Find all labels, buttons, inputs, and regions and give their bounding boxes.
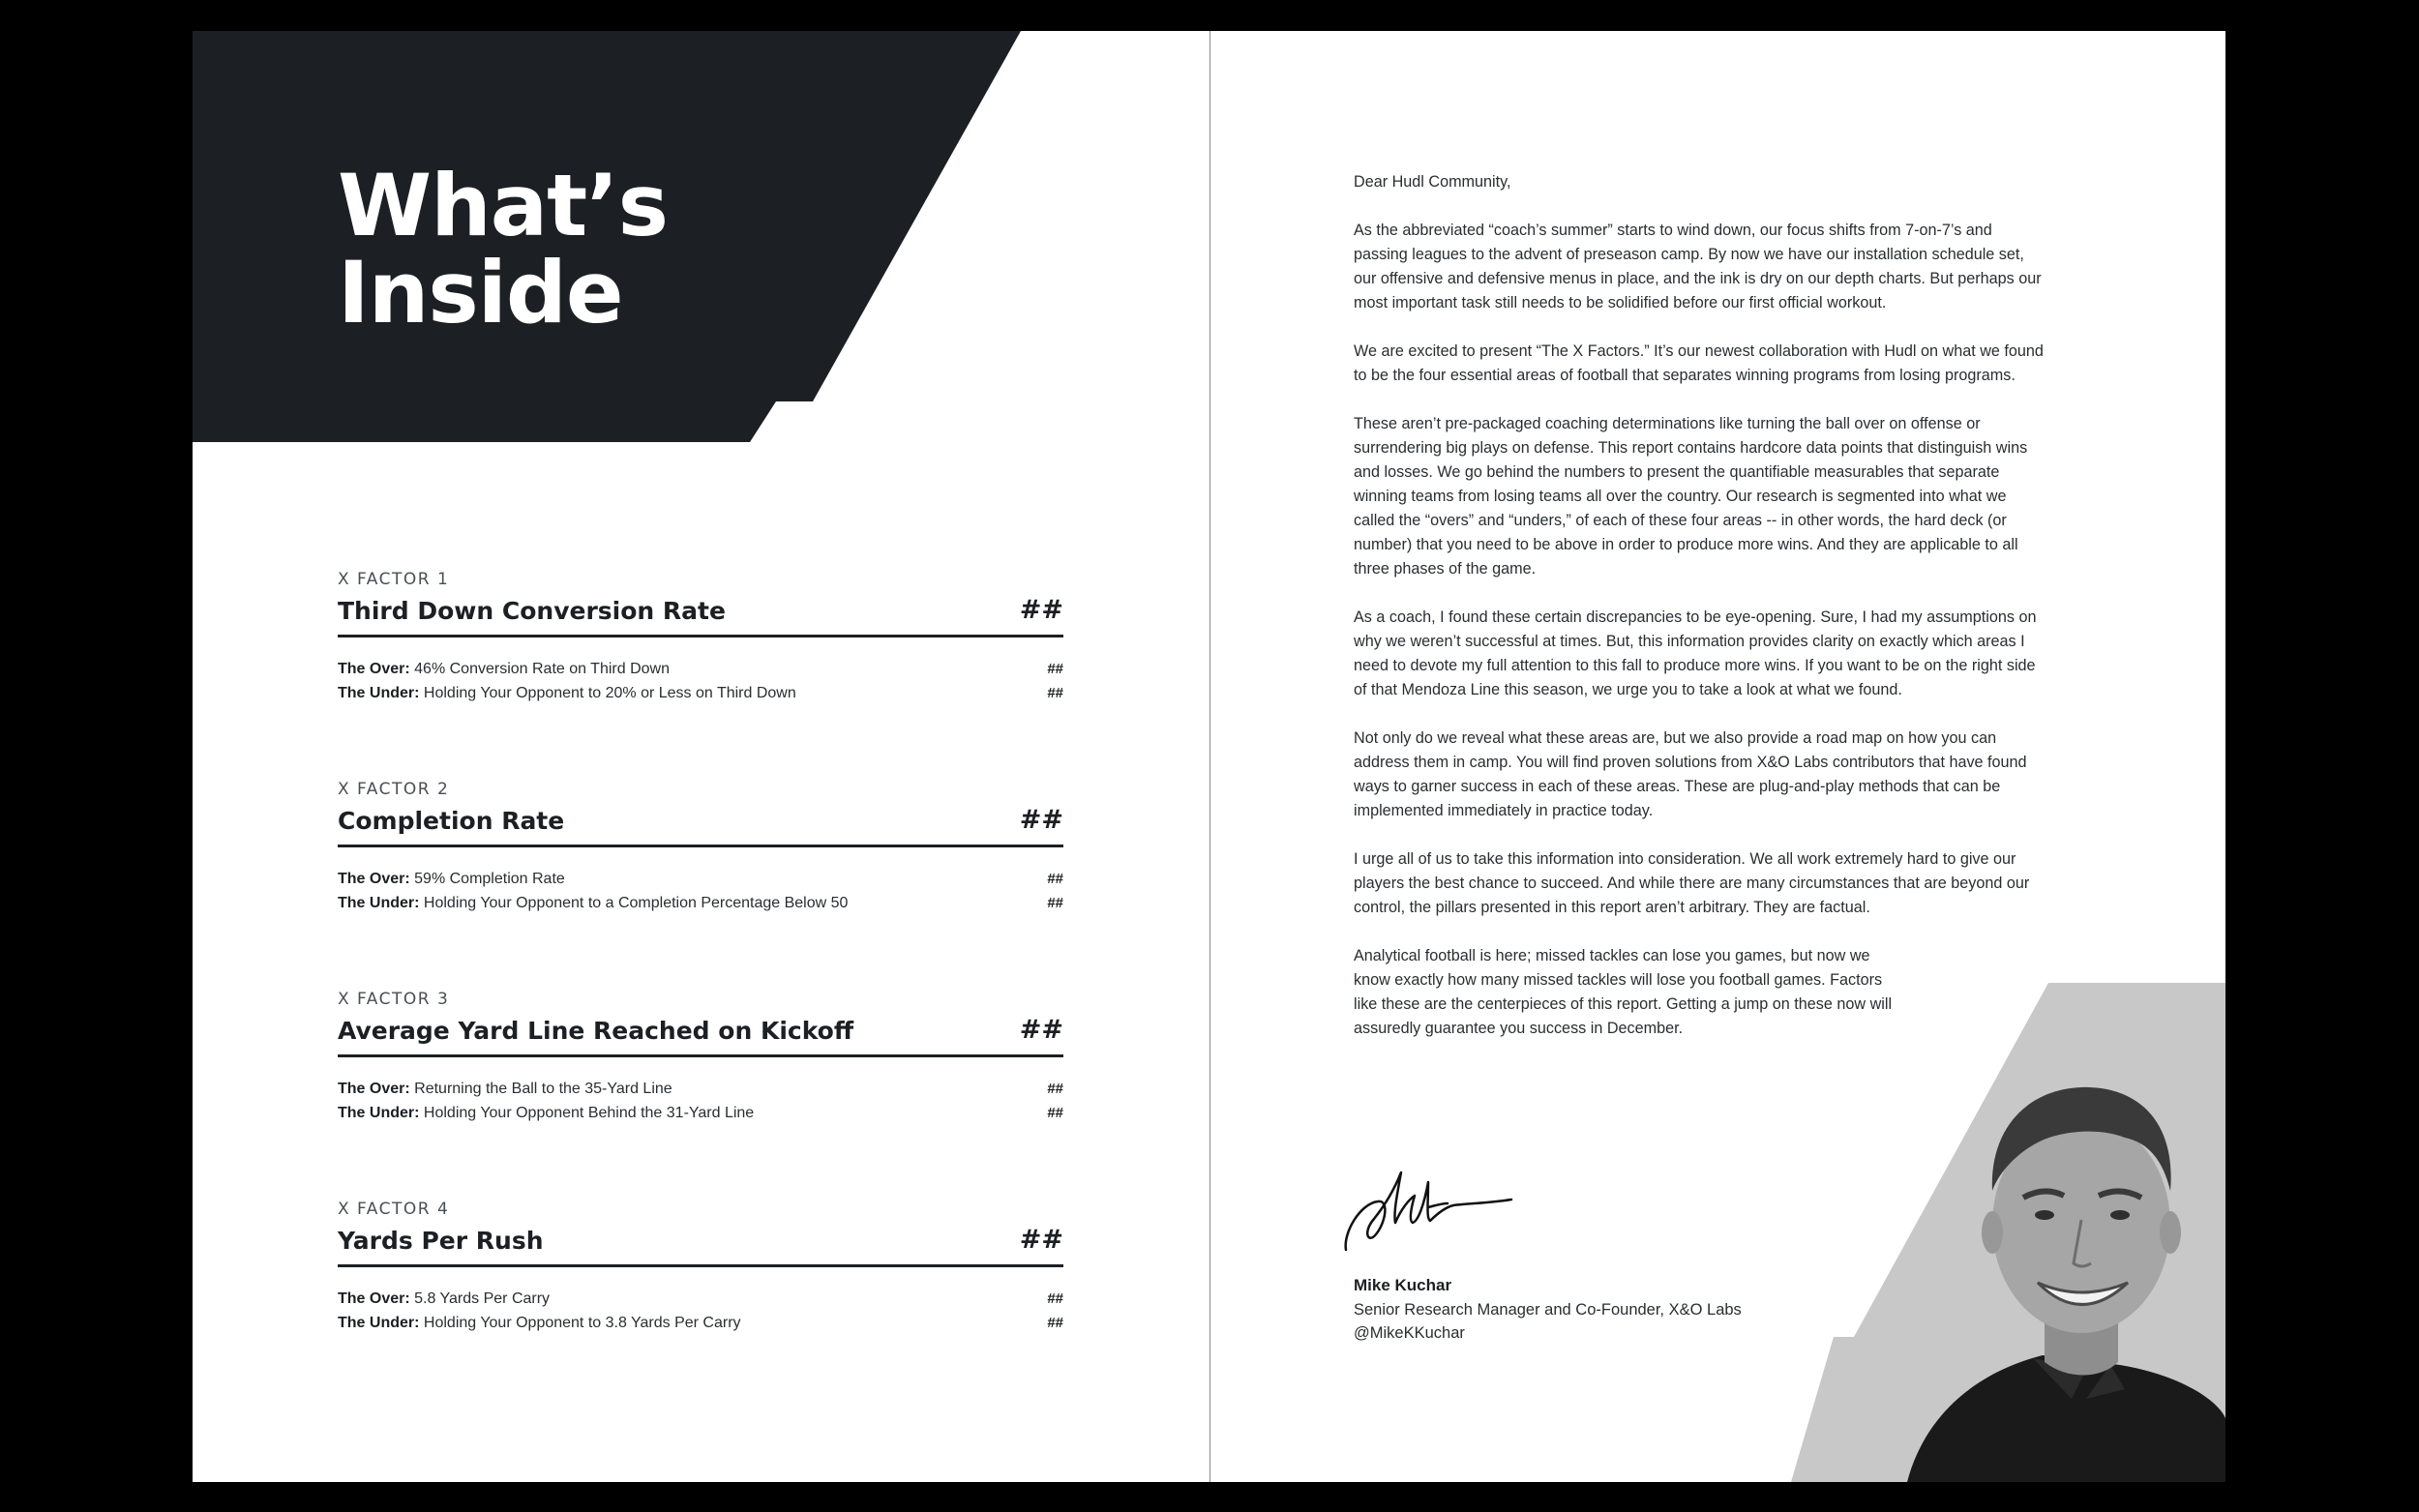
over-row	[338, 657, 1063, 681]
x-factor-section	[338, 779, 1063, 915]
over-row	[338, 1077, 1063, 1101]
over-row	[338, 1287, 1063, 1311]
letter-paragraph: As the abbreviated “coach’s summer” starts to wind down, our focus shifts from 7-on-7’s and passing leagues to the advent of preseason camp. By now we have our installation schedule set, our offensive and defensive menus in place, and the ink is dry on our depth charts. But perhaps our most important task still needs to be solidified before our first official workout.	[1354, 222, 2042, 311]
right-page	[1210, 31, 2225, 1482]
over-text: 5.8 Yards Per Carry	[414, 1290, 551, 1307]
x-factor-heading	[338, 1010, 1063, 1057]
over-page-number: ##	[1047, 1290, 1063, 1307]
x-factor-page-number: ##	[1019, 1015, 1063, 1045]
under-label: The Under:	[338, 685, 420, 701]
x-factor-section	[338, 989, 1063, 1125]
under-text: Holding Your Opponent to 3.8 Yards Per Carry	[423, 1315, 741, 1331]
page-title-line1: What’s	[338, 156, 668, 255]
under-row	[338, 681, 1063, 705]
letter-paragraph: We are excited to present “The X Factors.” It’s our newest collaboration with Hudl on what we found to be the four essential areas of football that separates winning programs from losing programs.	[1354, 342, 2044, 384]
under-page-number: ##	[1047, 685, 1063, 701]
under-label: The Under:	[338, 1105, 420, 1121]
over-label: The Over:	[338, 871, 410, 887]
under-page-number: ##	[1047, 895, 1063, 911]
x-factor-rows	[338, 867, 1063, 915]
x-factor-section	[338, 569, 1063, 705]
over-row	[338, 867, 1063, 891]
signature-role: Senior Research Manager and Co-Founder, X&O Labs	[1354, 1301, 1742, 1319]
x-factor-rows	[338, 1077, 1063, 1125]
under-label: The Under:	[338, 895, 420, 911]
under-page-number: ##	[1047, 1315, 1063, 1331]
letter-paragraph: Analytical football is here; missed tackles can lose you games, but now we know exactly how many missed tackles will lose you football games. Factors like these are the centerpieces of this report. Getting a jump on these now will assuredly guarantee you success in December.	[1354, 947, 1893, 1037]
letter-paragraph: As a coach, I found these certain discrepancies to be eye-opening. Sure, I had my assumptions on why we weren’t successful at times. But, this information provides clarity on exactly which areas I need to devote my full attention to this fall to produce more wins. If you want to be on the right side of that Mendoza Line this season, we urge you to take a look at what we found.	[1354, 608, 2037, 698]
letter-paragraph: These aren’t pre-packaged coaching determinations like turning the ball over on offense or surrendering big plays on defense. This report contains hardcore data points that distinguish wins and losses. We go behind the numbers to present the quantifiable measurables that separate winning teams from losing teams all over the country. Our research is segmented into what we called the “overs” and “unders,” of each of these four areas -- in other words, the hard deck (or number) that you need to be above in order to produce more wins. And they are applicable to all three phases of the game.	[1354, 415, 2028, 578]
under-text: Holding Your Opponent to a Completion Percentage Below 50	[423, 895, 849, 911]
page-title-line2: Inside	[338, 243, 623, 342]
under-row	[338, 1311, 1063, 1335]
x-factor-page-number: ##	[1019, 595, 1063, 625]
handwritten-signature	[1341, 1165, 1525, 1261]
over-page-number: ##	[1047, 661, 1063, 677]
x-factor-rows	[338, 657, 1063, 705]
x-factor-title: Completion Rate	[338, 807, 565, 835]
over-text: 59% Completion Rate	[414, 871, 565, 887]
signature-name: Mike Kuchar	[1354, 1276, 1452, 1294]
over-text: Returning the Ball to the 35-Yard Line	[414, 1081, 672, 1097]
document-spread	[193, 31, 2225, 1482]
over-label: The Over:	[338, 1081, 410, 1097]
over-page-number: ##	[1047, 1081, 1063, 1097]
x-factor-label: X FACTOR 2	[338, 780, 450, 799]
under-page-number: ##	[1047, 1105, 1063, 1121]
x-factor-rows	[338, 1287, 1063, 1335]
x-factor-heading	[338, 800, 1063, 847]
under-row	[338, 1101, 1063, 1125]
letter-paragraph: I urge all of us to take this information into consideration. We all work extremely hard to give our players the best chance to succeed. And while there are many circumstances that are beyond our control, the pillars presented in this report aren’t arbitrary. They are factual.	[1354, 850, 2030, 916]
x-factor-label: X FACTOR 1	[338, 570, 450, 589]
over-label: The Over:	[338, 661, 410, 677]
x-factor-title: Yards Per Rush	[338, 1227, 544, 1255]
x-factor-title: Average Yard Line Reached on Kickoff	[338, 1017, 854, 1045]
x-factor-heading	[338, 1220, 1063, 1267]
over-text: 46% Conversion Rate on Third Down	[414, 661, 670, 677]
page-title	[338, 156, 668, 342]
letter-paragraph: Not only do we reveal what these areas are, but we also provide a road map on how you can address them in camp. You will find proven solutions from X&O Labs contributors that have found ways to garner success in each of these areas. These are plug-and-play methods that can be implemented immediately in practice today.	[1354, 729, 2027, 819]
letter-body	[1354, 170, 2050, 1065]
letter-greeting: Dear Hudl Community,	[1354, 173, 1511, 191]
left-page	[193, 31, 1210, 1482]
x-factor-page-number: ##	[1019, 805, 1063, 835]
under-label: The Under:	[338, 1315, 420, 1331]
under-text: Holding Your Opponent Behind the 31-Yard Line	[423, 1105, 755, 1121]
under-row	[338, 891, 1063, 915]
x-factor-heading	[338, 590, 1063, 637]
signature-handle: @MikeKKuchar	[1354, 1324, 1465, 1342]
x-factor-label: X FACTOR 4	[338, 1200, 450, 1219]
over-page-number: ##	[1047, 871, 1063, 887]
over-label: The Over:	[338, 1290, 410, 1307]
x-factor-page-number: ##	[1019, 1225, 1063, 1255]
x-factor-section	[338, 1199, 1063, 1335]
x-factor-title: Third Down Conversion Rate	[338, 597, 726, 625]
x-factor-label: X FACTOR 3	[338, 990, 450, 1009]
under-text: Holding Your Opponent to 20% or Less on Third Down	[423, 685, 796, 701]
